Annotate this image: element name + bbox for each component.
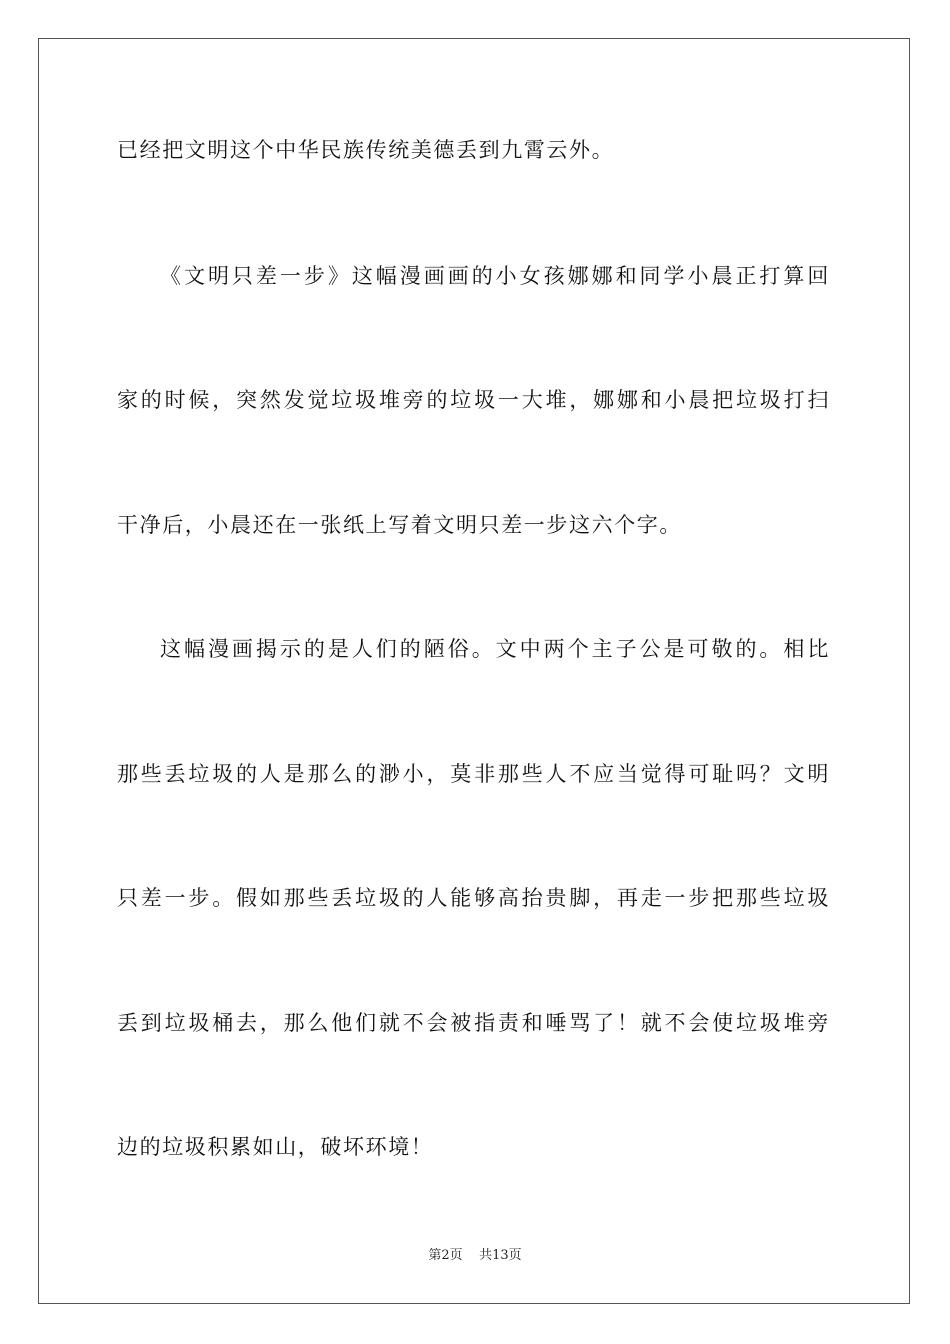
page-border	[38, 38, 910, 1304]
text-line: 干净后，小晨还在一张纸上写着文明只差一步这六个字。	[117, 513, 682, 537]
page-total: 共13页	[479, 1248, 522, 1263]
text-line: 那些丢垃圾的人是那么的渺小，莫非那些人不应当觉得可耻吗？文明	[117, 762, 830, 786]
page-number: 第2页	[428, 1248, 463, 1263]
text-line: 家的时候，突然发觉垃圾堆旁的垃圾一大堆，娜娜和小晨把垃圾打扫	[117, 388, 830, 412]
page-footer	[0, 1247, 950, 1265]
text-line: 已经把文明这个中华民族传统美德丢到九霄云外。	[117, 138, 615, 162]
text-line: 丢到垃圾桶去，那么他们就不会被指责和唾骂了！就不会使垃圾堆旁	[117, 1011, 830, 1035]
paragraph-first-line: 这幅漫画揭示的是人们的陋俗。文中两个主子公是可敬的。相比	[160, 637, 830, 661]
text-line: 只差一步。假如那些丢垃圾的人能够高抬贵脚，再走一步把那些垃圾	[117, 886, 830, 910]
paragraph-first-line: 《文明只差一步》这幅漫画画的小女孩娜娜和同学小晨正打算回	[160, 264, 830, 288]
text-line: 边的垃圾积累如山，破坏环境！	[117, 1135, 434, 1159]
